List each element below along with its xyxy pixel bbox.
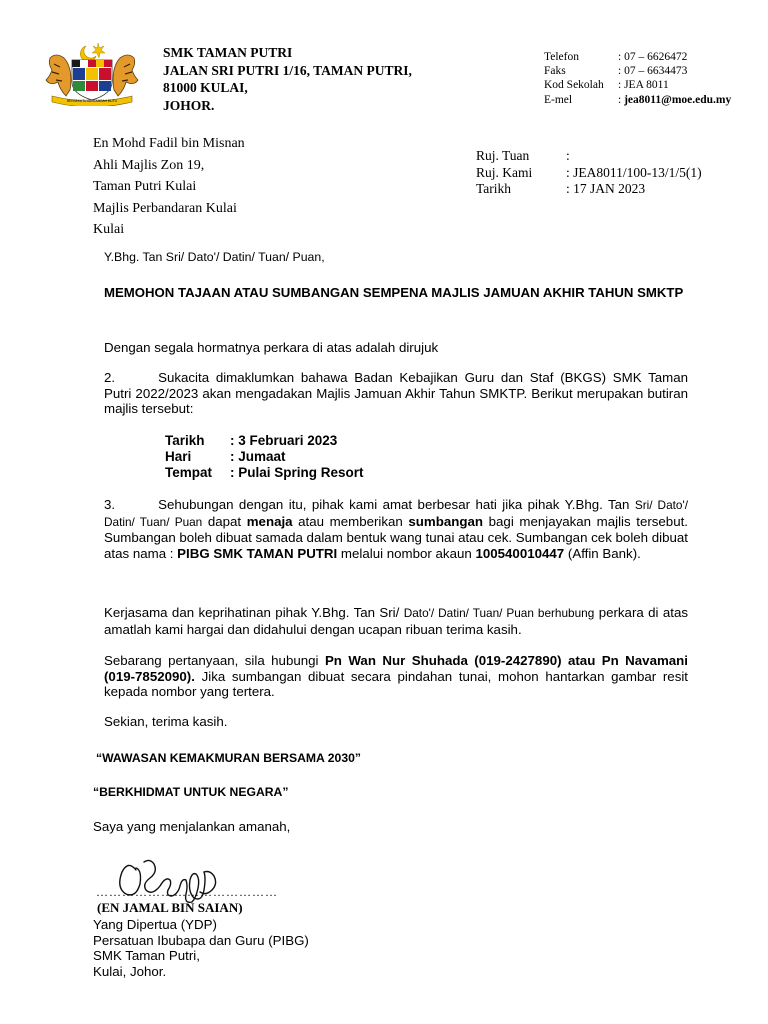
salutation: Y.Bhg. Tan Sri/ Dato'/ Datin/ Tuan/ Puan, — [104, 250, 325, 264]
contact-row — [544, 93, 731, 107]
reference-label: Ruj. Tuan — [476, 148, 530, 163]
recipient-address — [93, 133, 245, 241]
paragraph-3 — [104, 497, 688, 561]
event-details — [165, 433, 364, 482]
contact-label: Kod Sekolah — [544, 79, 604, 92]
contact-block — [544, 50, 731, 107]
detail-label: Tempat — [165, 465, 213, 481]
recipient-line: Kulai — [93, 222, 125, 237]
recipient-line: Ahli Majlis Zon 19, — [93, 157, 205, 173]
contact-value-prefix: : — [618, 93, 625, 106]
bold-text: sumbangan — [408, 513, 484, 529]
school-address — [163, 44, 412, 114]
paragraph-text: Sebarang pertanyaan, sila hubungi — [104, 653, 325, 668]
signatory-title — [93, 917, 309, 979]
paragraph-closing: Sekian, terima kasih. — [104, 714, 228, 729]
recipient-line: Taman Putri Kulai — [93, 179, 197, 194]
reference-label: Ruj. Kami — [476, 164, 533, 180]
paragraph-text: Dato'/ Datin/ Tuan/ Puan berhubung — [403, 606, 595, 620]
paragraph-2 — [104, 370, 688, 417]
signatory-line: Yang Dipertua (YDP) — [93, 917, 217, 932]
signatory-name: (EN JAMAL BIN SAIAN) — [97, 900, 243, 915]
paragraph-text: Sukacita dimaklumkan bahawa Badan Kebajikan Guru dan Staf (BKGS) SMK Taman Putri 2022/2023 akan mengadakan Majlis Jamuan Akhir Tahun SMKTP. Berikut merupakan butiran majlis tersebut: — [104, 370, 688, 416]
reference-value: : — [566, 148, 570, 163]
reference-row — [476, 148, 702, 165]
signatory-line: Persatuan Ibubapa dan Guru (PIBG) — [93, 932, 309, 948]
contact-row — [544, 64, 731, 78]
account-number: 100540010447 — [475, 545, 565, 561]
paragraph-text: (Affin Bank). — [564, 545, 641, 561]
signature-line: …………………………………… — [96, 885, 278, 899]
contact-value: : JEA 8011 — [618, 79, 669, 92]
paragraph-number: 2. — [104, 370, 116, 385]
paragraph-number: 3. — [104, 497, 116, 512]
contact-row — [544, 50, 731, 64]
bold-text: menaja — [246, 513, 293, 529]
motto-berkhidmat: “BERKHIDMAT UNTUK NEGARA” — [93, 785, 289, 799]
paragraph-text: Sehubungan dengan itu, pihak kami amat berbesar hati jika pihak Y.Bhg. Tan — [158, 497, 635, 512]
signatory-line: Kulai, Johor. — [93, 963, 167, 979]
contact-label: Telefon — [544, 51, 579, 63]
school-address-line: 81000 KULAI, — [163, 80, 248, 95]
reference-value: : JEA8011/100-13/1/5(1) — [566, 164, 702, 180]
detail-value: : Pulai Spring Resort — [230, 465, 364, 481]
reference-label: Tarikh — [476, 181, 512, 196]
contact-value: : 07 – 6634473 — [618, 65, 688, 78]
reference-value: : 17 JAN 2023 — [566, 181, 646, 196]
school-address-line: JALAN SRI PUTRI 1/16, TAMAN PUTRI, — [163, 62, 412, 78]
paragraph-text: Jika sumbangan dibuat secara pindahan tunai, mohon hantarkan gambar resit kepada nombor yang tertera. — [104, 668, 688, 699]
contact-persons: Pn Wan Nur Shuhada (019-2427890) atau Pn Navamani (019-7852090). — [104, 653, 688, 684]
malaysia-coat-of-arms-icon — [42, 40, 142, 106]
paragraph-text: Kerjasama dan keprihatinan pihak Y.Bhg. Tan Sri/ — [104, 605, 404, 620]
reference-row — [476, 181, 702, 198]
crest-motto: BERSEKUTU BERTAMBAH MUTU — [66, 99, 118, 103]
school-name: SMK TAMAN PUTRI — [163, 45, 293, 60]
paragraph-text: perkara di atas amatlah kami hargai dan didahului dengan ucapan ribuan terima kasih. — [104, 605, 689, 637]
paragraph-text: bagi menjayakan majlis tersebut. Sumbangan boleh dibuat samada dalam bentuk wang tunai atau cek. Sumbangan cek boleh dibuat atas nama : — [104, 513, 688, 561]
contact-value: : 07 – 6626472 — [618, 51, 688, 63]
paragraph-text: atau memberikan — [292, 513, 409, 529]
paragraph-5 — [104, 653, 688, 700]
contact-label: E-mel — [544, 93, 573, 106]
contact-row — [544, 78, 731, 92]
letter-subject: MEMOHON TAJAAN ATAU SUMBANGAN SEMPENA MAJLIS JAMUAN AKHIR TAHUN SMKTP — [104, 285, 684, 300]
paragraph-text: Sri/ Dato'/ Datin/ Tuan/ Puan — [104, 498, 689, 529]
reference-block — [476, 148, 702, 198]
recipient-line: En Mohd Fadil bin Misnan — [93, 136, 245, 151]
detail-label: Tarikh — [165, 433, 205, 448]
reference-row — [476, 165, 702, 182]
motto-wawasan: “WAWASAN KEMAKMURAN BERSAMA 2030” — [96, 751, 361, 765]
paragraph-4 — [104, 605, 688, 637]
school-address-line: JOHOR. — [163, 97, 215, 113]
account-name: PIBG SMK TAMAN PUTRI — [177, 545, 338, 561]
paragraph-intro: Dengan segala hormatnya perkara di atas adalah dirujuk — [104, 340, 439, 355]
paragraph-text: melalui nombor akaun — [337, 545, 476, 561]
paragraph-text: dapat — [202, 513, 247, 529]
detail-label: Hari — [165, 449, 192, 465]
email-link[interactable]: jea8011@moe.edu.my — [624, 93, 732, 106]
detail-row — [165, 449, 364, 465]
detail-value: : 3 Februari 2023 — [230, 433, 338, 448]
detail-row — [165, 465, 364, 481]
detail-value: : Jumaat — [230, 449, 286, 465]
contact-label: Faks — [544, 65, 566, 78]
closing-line: Saya yang menjalankan amanah, — [93, 819, 291, 834]
recipient-line: Majlis Perbandaran Kulai — [93, 200, 237, 216]
signatory-line: SMK Taman Putri, — [93, 948, 200, 963]
detail-row — [165, 433, 364, 449]
